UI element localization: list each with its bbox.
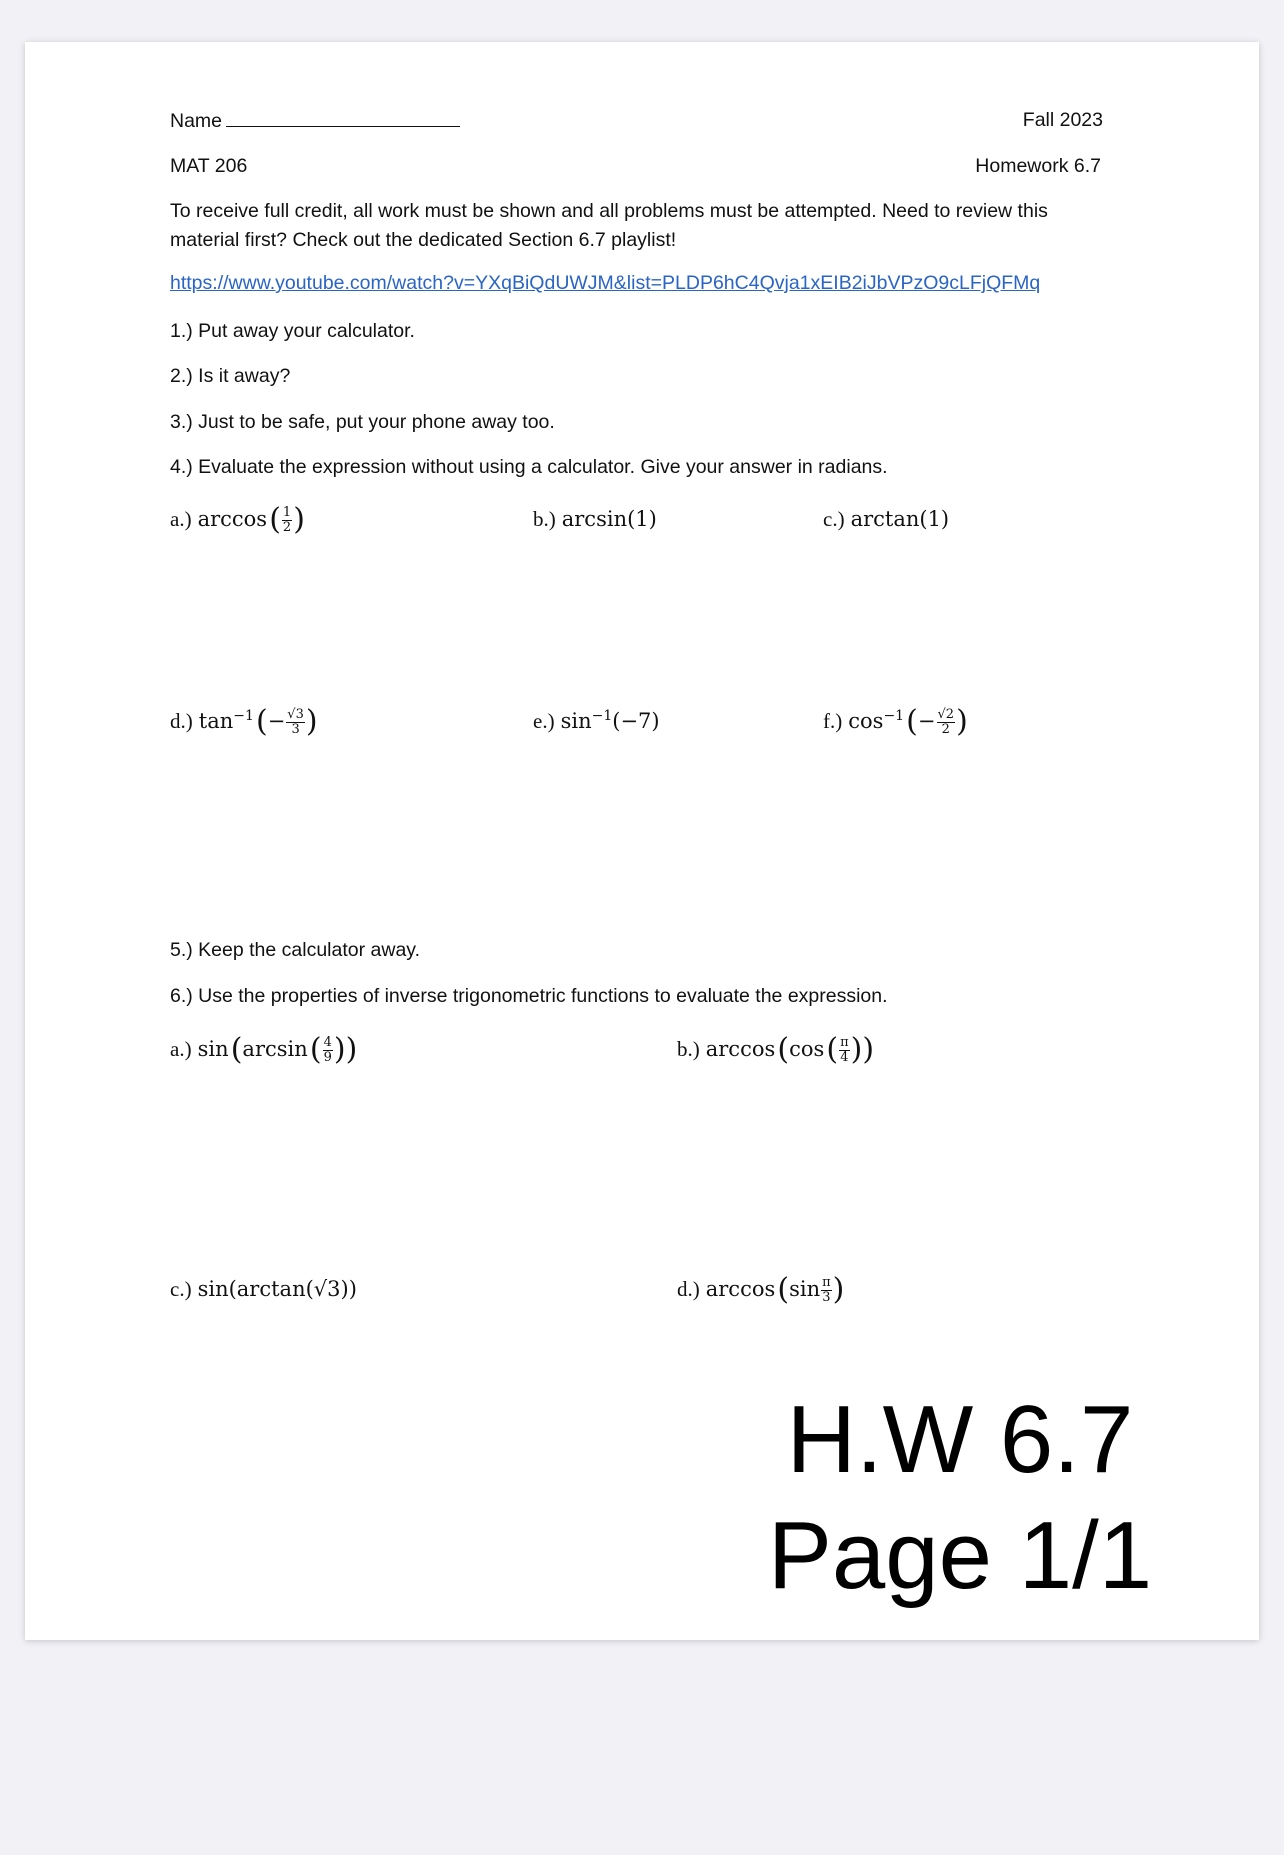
problem-6a: a.) sin (arcsin ( $\frac{4}{9}$ )): [170, 1032, 358, 1067]
problem-2: 2.) Is it away?: [170, 365, 291, 387]
name-blank-line[interactable]: [226, 106, 460, 127]
problem-3: 3.) Just to be safe, put your phone away too.: [170, 411, 555, 433]
name-field[interactable]: [170, 106, 460, 135]
instructions-text: To receive full credit, all work must be shown and all problems must be attempted. Need to review this material first? Check out the dedicated Section 6.7 playlist!: [170, 200, 1048, 251]
problem-6c: c.) sin(arctan(√3)): [170, 1277, 357, 1301]
document-page: [25, 42, 1259, 1640]
problem-6: 6.) Use the properties of inverse trigonometric functions to evaluate the expression.: [170, 985, 888, 1007]
name-label: Name: [170, 110, 223, 132]
problem-4b: b.) arcsin(1): [533, 507, 657, 531]
problem-4d: d.) $\tan^{-1}$ (− $\frac{√3}{3}$ ): [170, 704, 318, 739]
page-stamp: [730, 1382, 1190, 1614]
problem-4: 4.) Evaluate the expression without using a calculator. Give your answer in radians.: [170, 456, 888, 478]
problem-4a: a.) arccos ( $\frac{1}{2}$ ): [170, 502, 305, 537]
problem-5: 5.) Keep the calculator away.: [170, 939, 421, 961]
stamp-line-2: Page 1/1: [767, 1502, 1153, 1609]
stamp-line-1: H.W 6.7: [786, 1386, 1134, 1493]
problem-4f: f.) $\cos^{-1}$ (− $\frac{√2}{2}$ ): [823, 704, 968, 739]
assignment-title: Homework 6.7: [975, 155, 1101, 177]
course-code: MAT 206: [170, 155, 248, 177]
problem-4e: e.) $\sin^{-1}(-7)$: [533, 708, 660, 733]
problem-1: 1.) Put away your calculator.: [170, 320, 415, 342]
playlist-link[interactable]: https://www.youtube.com/watch?v=YXqBiQdUWJM&list=PLDP6hC4Qvja1xEIB2iJbVPzO9cLFjQFMq: [170, 272, 1041, 294]
term: Fall 2023: [1022, 109, 1103, 131]
problem-6b: b.) arccos (cos ( $\frac{\pi}{4}$ )): [677, 1032, 875, 1067]
problem-4c: c.) arctan(1): [823, 507, 950, 531]
problem-6d: d.) arccos (sin $\frac{\pi}{3}$ ): [677, 1272, 845, 1307]
